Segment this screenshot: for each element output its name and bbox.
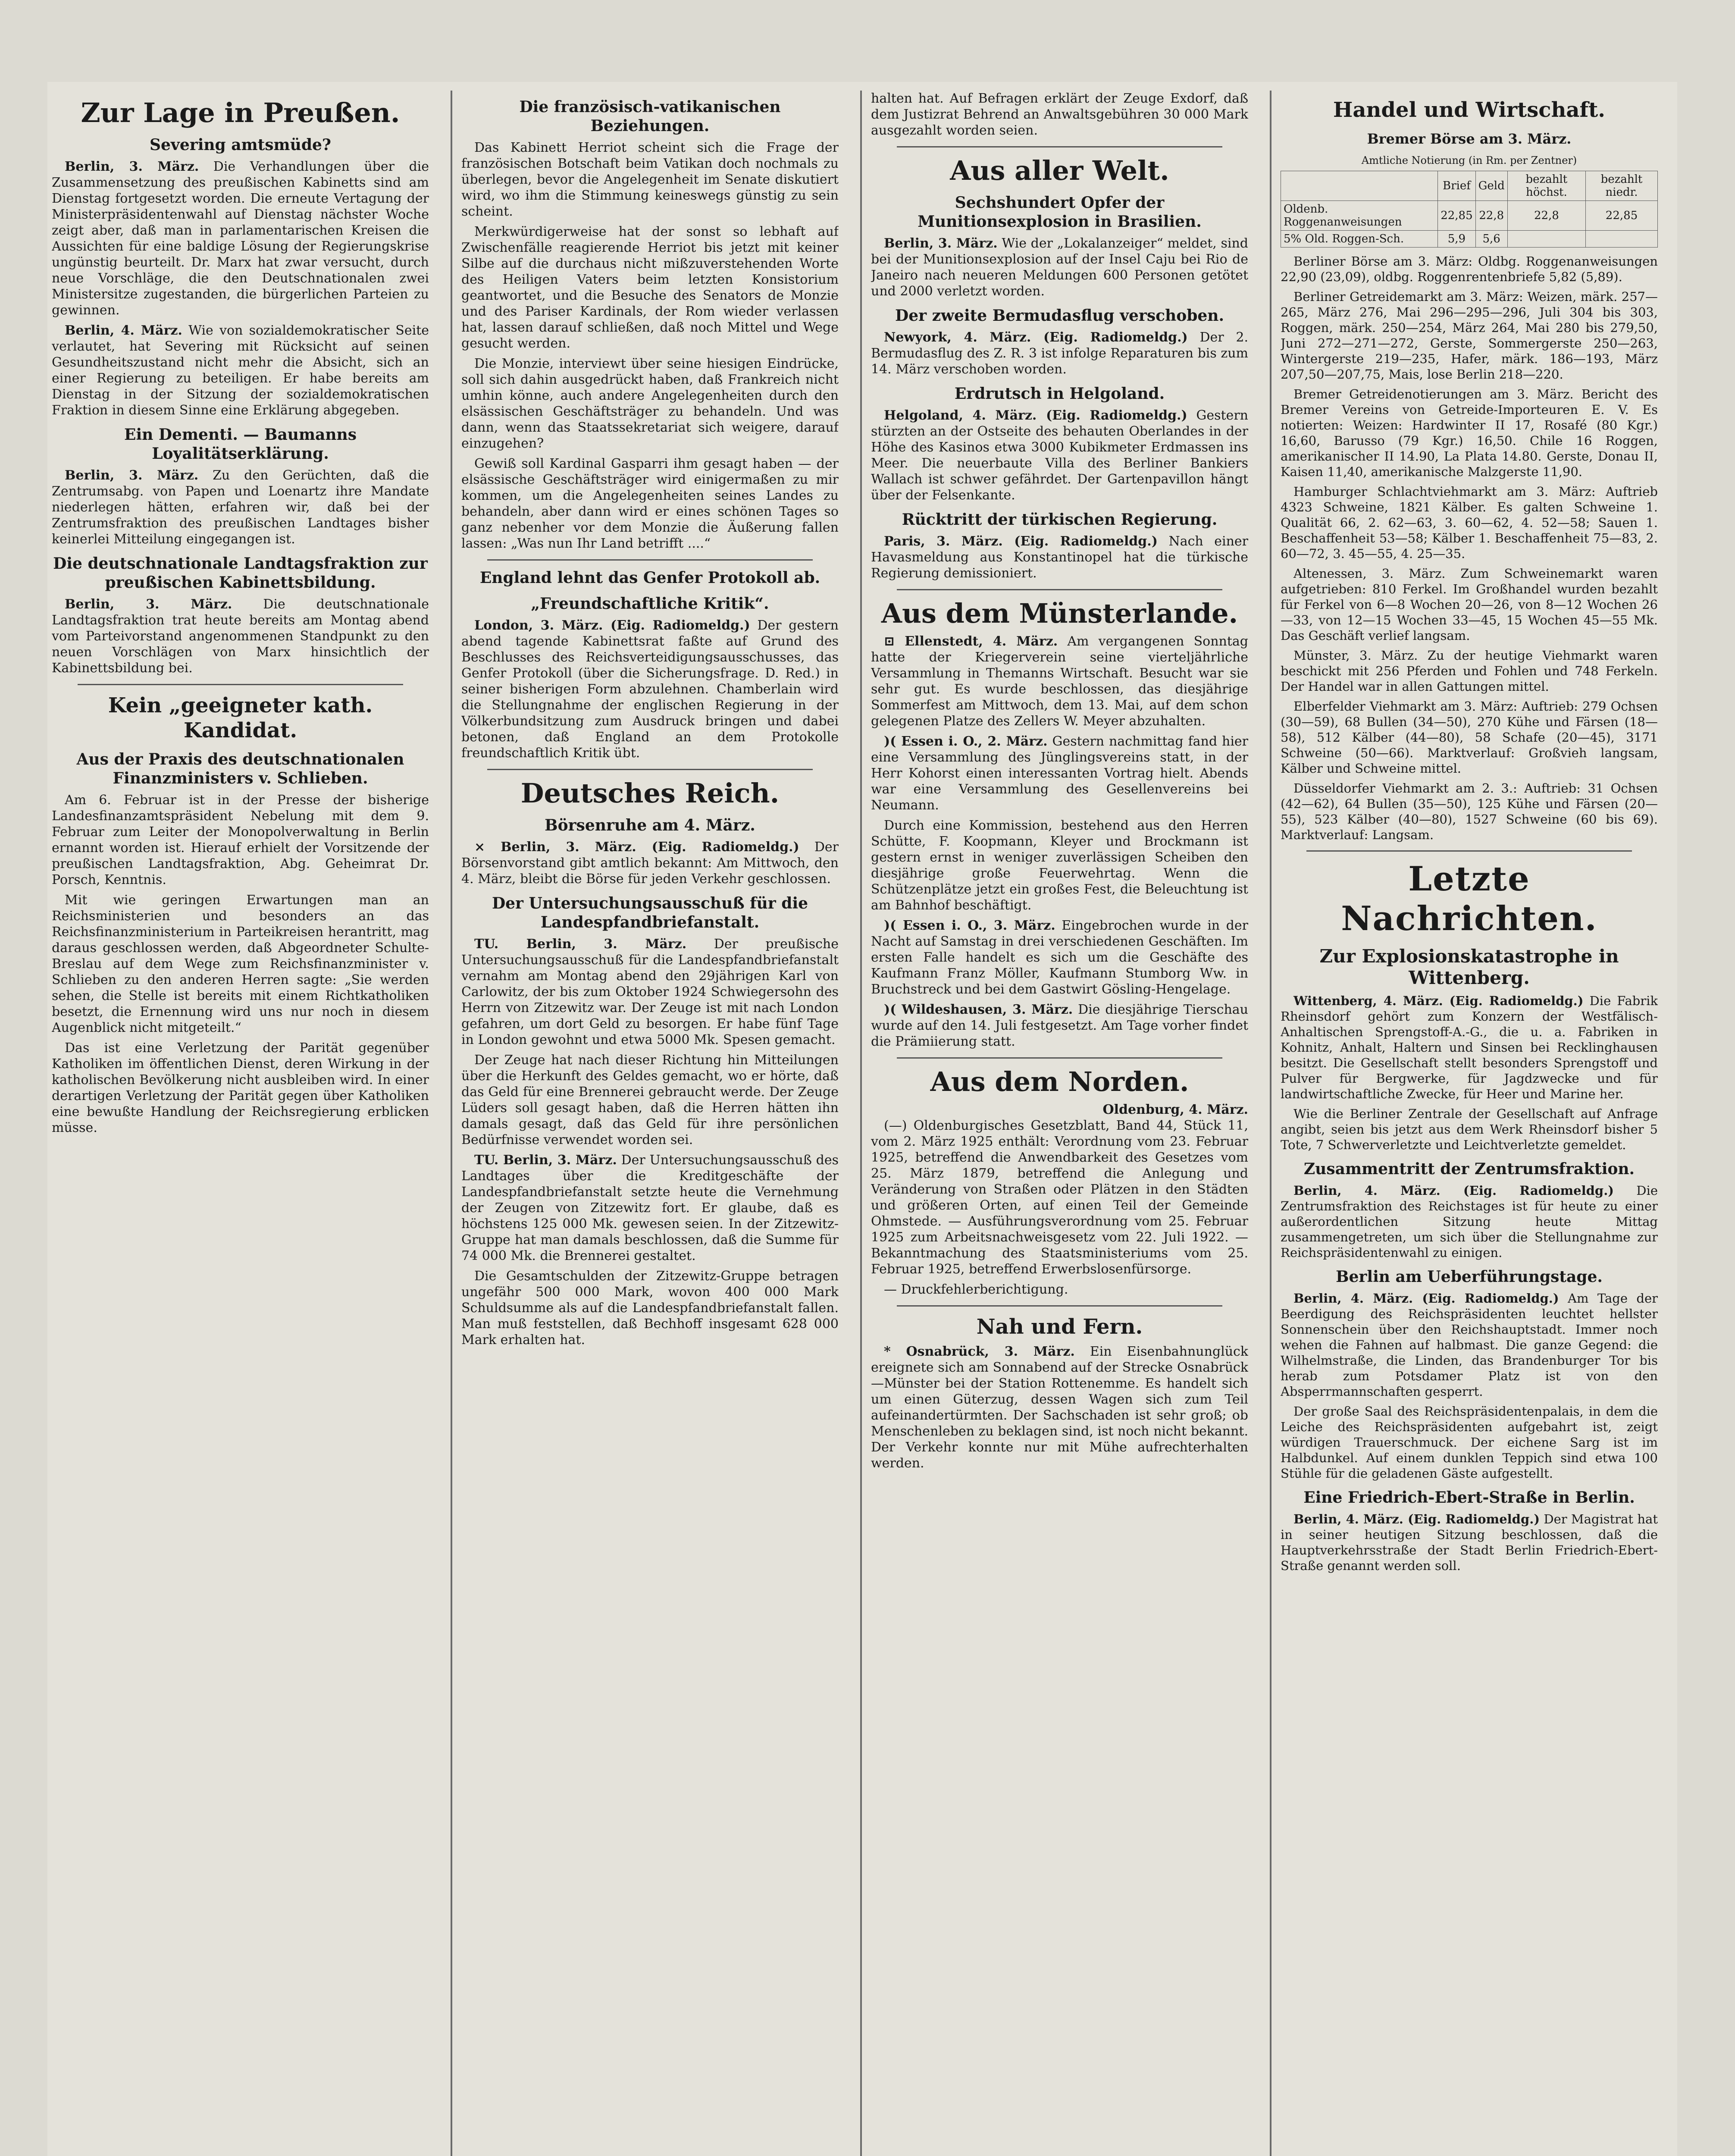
article-paragraph: Helgoland, 4. März. (Eig. Radiomeldg.) Gestern stürzten an der Ostseite des behauten Oberlandes in der Höhe des Kasinos etwa 3000 Kubikmeter Erdmassen ins Meer. Die neuerbaute Villa des Berliner Bankiers Wallach ist schwer gefährdet. Der Gartenpavillon hängt über der Felsenkante. bbox=[871, 408, 1248, 503]
article-paragraph: Wie die Berliner Zentrale der Gesellschaft auf Anfrage angibt, seien bis jetzt aus dem Werk Rheinsdorf bisher 5 Tote, 7 Schwerverletzte und Leichtverletzte gemeldet. bbox=[1281, 1106, 1658, 1152]
table-header-cell: Brief bbox=[1438, 171, 1475, 201]
headline-england: England lehnt das Genfer Protokoll ab. bbox=[479, 569, 821, 587]
table-cell: 5,6 bbox=[1475, 231, 1507, 248]
subhead-helgoland: Erdrutsch in Helgoland. bbox=[954, 385, 1165, 403]
table-row bbox=[1281, 201, 1658, 231]
market-report: Bremer Getreidenotierungen am 3. März. Bericht des Bremer Vereins von Getreide-Importeuren E. V. Es notierten: Weizen: Hardwinter II 17, Rosafé (80 Kgr.) 16,60, Barusso (79 Kgr.) 16,50. Chile 16 Roggen, amerikanischer II 14.90, La Plata 14.80. Gerste, Donau II, Kaisen 11,40, amerikanische Malzgerste 11,90. bbox=[1281, 387, 1658, 479]
subhead-tuerkei: Rücktritt der türkischen Regierung. bbox=[902, 511, 1218, 529]
article-paragraph: halten hat. Auf Befragen erklärt der Zeuge Exdorf, daß dem Justizrat Behrend an Anwaltsgebühren 30 000 Mark ausgezahlt worden seien. bbox=[871, 91, 1248, 138]
article-paragraph: Newyork, 4. März. (Eig. Radiomeldg.) Der 2. Bermudasflug des Z. R. 3 ist infolge Reparaturen bis zum 14. März verschoben worden. bbox=[871, 330, 1248, 377]
article-paragraph: Berlin, 4. März. (Eig. Radiomeldg.) Am Tage der Beerdigung des Reichspräsidenten leuchtet hellster Sonnenschein über den Reichshauptstadt. Immer noch wehen die Fahnen auf halbmast. Die ganze Gegend: die Wilhelmstraße, die Linden, das Brandenburger Tor bis herab zum Potsdamer Platz ist von den Absperrmannschaften gesperrt. bbox=[1281, 1291, 1658, 1399]
article-paragraph: Berlin, 3. März. Die Verhandlungen über die Zusammensetzung des preußischen Kabinetts sind am Dienstag fortgesetzt worden. Die erneute Vertagung der Ministerpräsidentenwahl auf Dienstag nächster Woche zeigt aber, daß man in parlamentarischen Kreisen die Aussichten für eine baldige Lösung der Regierungskrise ungünstig beurteilt. Dr. Marx hat zwar versucht, durch neue Vorschläge, die den Deutschnationalen zwei Ministersitze zugestanden, die bürgerlichen Parteien zu gewinnen. bbox=[52, 159, 429, 318]
subhead-ausschuss: Der Untersuchungsausschuß für die Landespfandbriefanstalt. bbox=[492, 894, 808, 931]
table-cell: 5,9 bbox=[1438, 231, 1475, 248]
dateline-oldenburg: Oldenburg, 4. März. bbox=[1102, 1102, 1248, 1117]
divider bbox=[897, 1057, 1222, 1059]
column-rule bbox=[1270, 91, 1271, 2156]
headline-vatikan: Die französisch-vatikanischen Beziehungen. bbox=[519, 98, 781, 135]
market-report: Münster, 3. März. Zu der heutige Viehmarkt waren beschickt mit 256 Pferden und Fohlen und 748 Ferkeln. Der Handel war in allen Gattungen mittel. bbox=[1281, 648, 1658, 694]
article-paragraph: Berlin, 4. März. Wie von sozialdemokratischer Seite verlautet, hat Severing mit Rücksicht auf seinen Gesundheitszustand nicht mehr die Absicht, sich an einer Regierung zu beteiligen. Er habe bereits am Dienstag in der Sitzung der sozialdemokratischen Fraktion in diesem Sinne eine Erklärung abgegeben. bbox=[52, 323, 429, 418]
market-table bbox=[1281, 171, 1658, 248]
article-paragraph: TU. Berlin, 3. März. Der preußische Untersuchungsausschuß für die Landespfandbriefanstalt vernahm am Montag abend den 29jährigen Karl von Carlowitz, der bis zum Oktober 1924 Schwiegersohn des Herrn von Zitzewitz war. Der Zeuge ist mit nach London gefahren, um dort Geld zu besorgen. Er habe fünf Tage in London gewohnt und etwa 5000 Mk. Spesen gemacht. bbox=[461, 937, 839, 1047]
headline-aus-aller-welt: Aus aller Welt. bbox=[950, 155, 1169, 186]
market-report: Elberfelder Viehmarkt am 3. März: Auftrieb: 279 Ochsen (30—59), 68 Bullen (34—50), 270 Kühe und Färsen (18—58), 512 Kälber (44—80), 58 Schafe (20—45), 3171 Schweine (50—66). Marktverlauf: Großvieh langsam, Kälber und Schweine mittel. bbox=[1281, 699, 1658, 776]
subhead-severing: Severing amtsmüde? bbox=[150, 136, 331, 154]
market-report: Altenessen, 3. März. Zum Schweinemarkt waren aufgetrieben: 810 Ferkel. Im Großhandel wurden bezahlt für Ferkel von 6—8 Wochen 20—26, von 8—12 Wochen 26—33, von 12—15 Wochen 33—45, 15 Wochen 45—55 Mk. Das Geschäft verlief langsam. bbox=[1281, 566, 1658, 643]
headline-lage-preussen: Zur Lage in Preußen. bbox=[81, 97, 400, 128]
article-paragraph: ⊡ Ellenstedt, 4. März. Am vergangenen Sonntag hatte der Kriegerverein seine vierteljährliche Versammlung in Themanns Wirtschaft. Besucht war sie sehr gut. Es wurde beschlossen, das diesjährige Sommerfest am Mittwoch, dem 13. Mai, auf dem schon gelegenen Platze des Zellers W. Meyer abzuhalten. bbox=[871, 634, 1248, 729]
divider bbox=[897, 1305, 1222, 1307]
article-paragraph: Das Kabinett Herriot scheint sich die Frage der französischen Botschaft beim Vatikan doch nochmals zu überlegen, bevor die Angelegenheit im Senate diskutiert wird, wo ihm die Stimmung keineswegs günstig zu sein scheint. bbox=[461, 140, 839, 219]
article-paragraph: (—) Oldenburgisches Gesetzblatt, Band 44, Stück 11, vom 2. März 1925 enthält: Verordnung vom 23. Februar 1925, betreffend die Anwendbarkeit des Gesetzes vom 25. März 1879, betreffend die Anlegung und Veränderung von Straßen oder Plätzen in den Städten und größeren Orten, auf einen Teil der Gemeinde Ohmstede. — Ausführungsverordnung vom 25. Februar 1925 zum Arbeitsnachweisgesetz vom 22. Juli 1922. — Bekanntmachung des Staatsministeriums vom 25. Februar 1925, betreffend Erwerbslosenfürsorge. bbox=[871, 1118, 1248, 1277]
article-paragraph: Berlin, 4. März. (Eig. Radiomeldg.) Die Zentrumsfraktion des Reichstages ist für heute zu einer außerordentlichen Sitzung heute Mittag zusammengetreten, um sich über die Stellungnahme zur Reichspräsidentenwahl zu einigen. bbox=[1281, 1183, 1658, 1260]
subhead-zentrum: Zusammentritt der Zentrumsfraktion. bbox=[1303, 1160, 1635, 1178]
column-4 bbox=[1281, 91, 1658, 2156]
divider bbox=[487, 559, 813, 561]
divider bbox=[78, 684, 403, 685]
market-report: Düsseldorfer Viehmarkt am 2. 3.: Auftrieb: 31 Ochsen (42—62), 64 Bullen (35—50), 125 Kühe und Färsen (20—55), 523 Kälber (40—80), 1527 Schweine (60 bis 69). Marktverlauf: Langsam. bbox=[1281, 781, 1658, 842]
subhead-boerse: Börsenruhe am 4. März. bbox=[545, 816, 755, 834]
article-paragraph: Merkwürdigerweise hat der sonst so lebhaft auf Zwischenfälle reagierende Herriot bis jetzt mit keiner Silbe auf die durchaus nicht mißzuverstehenden Worte des Heiligen Vaters beim letzten Konsistorium geantwortet, und die Besuche des Senators de Monzie und des Pariser Kardinals, der Rom wieder verlassen hat, lassen darauf schließen, daß noch Mittel und Wege gesucht werden. bbox=[461, 224, 839, 351]
article-paragraph: Berlin, 3. März. Wie der „Lokalanzeiger“ meldet, sind bei der Munitionsexplosion auf der Insel Caju bei Rio de Janeiro nach neueren Meldungen 600 Personen getötet und 2000 verletzt worden. bbox=[871, 236, 1248, 299]
table-cell: 22,85 bbox=[1438, 201, 1475, 231]
article-paragraph: )( Wildeshausen, 3. März. Die diesjährige Tierschau wurde auf den 14. Juli festgesetzt. Am Tage vorher findet die Prämiierung statt. bbox=[871, 1002, 1248, 1049]
table-header-cell: bezahlt höchst. bbox=[1507, 171, 1585, 201]
article-paragraph: Durch eine Kommission, bestehend aus den Herren Schütte, F. Koopmann, Kleyer und Brockmann ist gestern ernst in weniger zuverlässigen Scheiben den diesjährige große Feuerwehrtag. Wenn die Schützenplätze jetzt ein großes Fest, die Beleuchtung ist am Bahnhof beschäftigt. bbox=[871, 818, 1248, 913]
newspaper-page bbox=[47, 82, 1677, 2156]
article-paragraph: )( Essen i. O., 3. März. Eingebrochen wurde in der Nacht auf Samstag in drei verschiedenen Geschäften. Im ersten Falle handelt es sich um die Geschäfte des Kaufmann Franz Möller, Kaufmann Stumborg Ww. in Bruchstreck und bei dem Gastwirt Gösling-Hengelage. bbox=[871, 918, 1248, 997]
divider bbox=[487, 769, 813, 770]
article-paragraph: Der große Saal des Reichspräsidentenpalais, in dem die Leiche des Reichspräsidenten aufgebahrt ist, zeigt würdigen Trauerschmuck. Der eichene Sarg ist im Halbdunkel. Auf einem dunklen Teppich sind etwa 100 Stühle für die geladenen Gäste aufgestellt. bbox=[1281, 1404, 1658, 1481]
divider bbox=[1306, 850, 1632, 852]
subhead-bremer-boerse: Bremer Börse am 3. März. bbox=[1367, 131, 1572, 147]
article-paragraph: Die Gesamtschulden der Zitzewitz-Gruppe betragen ungefähr 500 000 Mark, wovon 400 000 Mark Schuldsumme als auf die Landespfandbriefanstalt fallen. Man muß feststellen, daß Bechhoff insgesamt 628 000 Mark erhalten hat. bbox=[461, 1269, 839, 1348]
table-cell: 22,8 bbox=[1475, 201, 1507, 231]
table-row bbox=[1281, 231, 1658, 248]
subhead-explosion: Zur Explosionskatastrophe in Wittenberg. bbox=[1319, 946, 1619, 988]
table-cell bbox=[1586, 231, 1658, 248]
headline-deutsches-reich: Deutsches Reich. bbox=[520, 777, 780, 809]
column-rule bbox=[860, 91, 862, 2156]
subhead-munition: Sechshundert Opfer der Munitionsexplosion in Brasilien. bbox=[918, 194, 1202, 231]
headline-muensterlande: Aus dem Münsterlande. bbox=[881, 598, 1238, 629]
divider bbox=[897, 589, 1222, 590]
article-paragraph: Paris, 3. März. (Eig. Radiomeldg.) Nach einer Havasmeldung aus Konstantinopel hat die türkische Regierung demissioniert. bbox=[871, 534, 1248, 581]
article-paragraph: London, 3. März. (Eig. Radiomeldg.) Der gestern abend tagende Kabinettsrat faßte auf Grund des Beschlusses des Reichsverteidigungsausschusses, das Genfer Protokoll (über die Sicherungsfrage. D. Red.) in seiner bisherigen Form abzulehnen. Chamberlain wird die Stellungnahme der englischen Regierung in der Völkerbundsitzung zum Ausdruck bringen und dabei betonen, daß England an dem Protokolle freundschaftlich Kritik übt. bbox=[461, 618, 839, 761]
headline-kandidat: Kein „geeigneter kath. Kandidat. bbox=[108, 693, 373, 743]
table-cell: 22,8 bbox=[1507, 201, 1585, 231]
article-paragraph: × Berlin, 3. März. (Eig. Radiomeldg.) Der Börsenvorstand gibt amtlich bekannt: Am Mittwoch, den 4. März, bleibt die Börse für jeden Verkehr geschlossen. bbox=[461, 840, 839, 887]
headline-aus-dem-norden: Aus dem Norden. bbox=[930, 1066, 1189, 1097]
column-1 bbox=[52, 91, 429, 2156]
divider bbox=[897, 146, 1222, 147]
article-paragraph: — Druckfehlerberichtigung. bbox=[884, 1282, 1068, 1297]
headline-handel-wirtschaft: Handel und Wirtschaft. bbox=[1333, 98, 1605, 122]
market-report: Berliner Getreidemarkt am 3. März: Weizen, märk. 257—265, März 276, Mai 296—295—296, Juli 304 bis 303, Roggen, märk. 250—254, März 264, Mai 280 bis 279,50, Juni 272—271—272, Gerste, Sommergerste 250—263, Wintergerste 219—235, Hafer, märk. 186—193, März 207,50—207,75, Mais, lose Berlin 218—220. bbox=[1281, 289, 1658, 382]
subhead-ueberfuehrung: Berlin am Ueberführungstage. bbox=[1336, 1268, 1603, 1286]
headline-letzte-nachrichten: Letzte Nachrichten. bbox=[1341, 859, 1597, 938]
column-3 bbox=[871, 91, 1248, 2156]
table-cell: 22,85 bbox=[1586, 201, 1658, 231]
article-paragraph: Die Monzie, interviewt über seine hiesigen Eindrücke, soll sich dahin ausgedrückt haben, daß Frankreich nicht umhin könne, auch andere Angelegenheiten durch den elsässischen Geschäftsträger zu behandeln. Und was dann, wenn das Staatssekretariat sich weigere, darauf einzugehen? bbox=[461, 356, 839, 451]
headline-nah-und-fern: Nah und Fern. bbox=[976, 1315, 1143, 1339]
table-cell: Oldenb. Roggenanweisungen bbox=[1281, 201, 1438, 231]
subhead-kandidat: Aus der Praxis des deutschnationalen Finanzministers v. Schlieben. bbox=[76, 750, 404, 787]
table-cell bbox=[1507, 231, 1585, 248]
article-paragraph: Der Zeuge hat nach dieser Richtung hin Mitteilungen über die Herkunft des Geldes gemacht, wo er hörte, daß das Geld für eine Brennerei gebraucht werde. Der Zeuge Lüders soll gesagt haben, daß die Herren hätten ihn damals gesagt, daß das Geld für ihre persönlichen Bedürfnisse verwendet worden sei. bbox=[461, 1053, 839, 1147]
column-2 bbox=[461, 91, 839, 2156]
subhead-dnvp-fraktion: Die deutschnationale Landtagsfraktion zur preußischen Kabinettsbildung. bbox=[53, 555, 428, 592]
article-paragraph: Berlin, 4. März. (Eig. Radiomeldg.) Der Magistrat hat in seiner heutigen Sitzung beschlossen, daß die Hauptverkehrsstraße der Stadt Berlin Friedrich-Ebert-Straße genannt werden soll. bbox=[1281, 1512, 1658, 1573]
subhead-bermuda: Der zweite Bermudasflug verschoben. bbox=[895, 307, 1225, 325]
article-paragraph: Gewiß soll Kardinal Gasparri ihm gesagt haben — der elsässische Geschäftsträger wird einigermaßen zu mir kommen, um die Angelegenheiten seines Landes zu behandeln, aber dann wird er eines schönen Tages so ganz nebenher vor dem Monzie die Äußerung fallen lassen: „Was nun Ihr Land betrifft ....“ bbox=[461, 456, 839, 551]
article-paragraph: Wittenberg, 4. März. (Eig. Radiomeldg.) Die Fabrik Rheinsdorf gehört zum Konzern der Westfälisch-Anhaltischen Sprengstoff-A.-G., die u. a. Fabriken in Kohnitz, Anhalt, Haltern und Sinsen bei Recklinghausen besitzt. Die Gesellschaft stellt besonders Sprengstoff und Pulver für Bergwerke, für Jagdzwecke und für landwirtschaftliche Zwecke, für Heer und Marine her. bbox=[1281, 993, 1658, 1101]
article-paragraph: Das ist eine Verletzung der Parität gegenüber Katholiken im öffentlichen Dienst, deren Wirkung in der katholischen Bevölkerung nicht ausbleiben wird. In einer derartigen Verletzung der Parität gegen über Katholiken eine bewußte Handlung der Reichsregierung erblicken müsse. bbox=[52, 1040, 429, 1135]
article-paragraph: * Osnabrück, 3. März. Ein Eisenbahnunglück ereignete sich am Sonnabend auf der Strecke Osnabrück—Münster bei der Station Rottenemme. Es handelt sich um einen Güterzug, dessen Wagen sich zum Teil aufeinandertürmten. Der Sachschaden ist sehr groß; ob Menschenleben zu beklagen sind, ist noch nicht bekannt. Der Verkehr konnte nur mit Mühe aufrechterhalten werden. bbox=[871, 1344, 1248, 1471]
subhead-england: „Freundschaftliche Kritik“. bbox=[531, 595, 769, 613]
article-paragraph: Mit wie geringen Erwartungen man an Reichsministerien und besonders an das Reichsfinanzministerium in Parteikreisen herantritt, mag daraus geschlossen werden, daß Abgeordneter Schulte-Breslau auf dem Wege zum Reichsfinanzminister v. Schlieben zu den anderen Herren sagte: „Sie werden sehen, die Stelle ist bereits mit einem Richtkatholiken besetzt, die Ernennung wird uns nur noch in diesem Augenblick nicht mitgeteilt.“ bbox=[52, 893, 429, 1035]
table-header-row bbox=[1281, 171, 1658, 201]
table-header-cell: bezahlt niedr. bbox=[1586, 171, 1658, 201]
market-report: Berliner Börse am 3. März: Oldbg. Roggenanweisungen 22,90 (23,09), oldbg. Roggenrentenbriefe 5,82 (5,89). bbox=[1281, 254, 1658, 284]
article-paragraph: Am 6. Februar ist in der Presse der bisherige Landesfinanzamtspräsident Nebelung mit dem 9. Februar zum Leiter der Monopolverwaltung in Berlin ernannt worden ist. Hierauf erhielt der Vorsitzende der preußischen Landtagsfraktion, Abg. Geheimrat Dr. Porsch, Kenntnis. bbox=[52, 793, 429, 887]
subhead-dementi: Ein Dementi. — Baumanns Loyalitätserklärung. bbox=[124, 426, 357, 463]
article-paragraph: )( Essen i. O., 2. März. Gestern nachmittag fand hier eine Versammlung des Jünglingsvereins statt, in der Herr Kohorst einen interessanten Vortrag hielt. Abends war eine Versammlung des Gesellenvereins bei Neumann. bbox=[871, 734, 1248, 813]
table-header-cell: Geld bbox=[1475, 171, 1507, 201]
note-notierung: Amtliche Notierung (in Rm. per Zentner) bbox=[1361, 154, 1577, 166]
market-report: Hamburger Schlachtviehmarkt am 3. März: Auftrieb 4323 Schweine, 1821 Kälber. Es galten Schweine 1. Qualität 66, 2. 62—63, 3. 60—62, 4. 52—58; Sauen 1. Beschaffenheit 53—58; Kälber 1. Beschaffenheit 75—83, 2. 60—72, 3. 45—55, 4. 25—35. bbox=[1281, 484, 1658, 561]
article-paragraph: TU. Berlin, 3. März. Der Untersuchungsausschuß des Landtages über die Kreditgeschäfte der Landespfandbriefanstalt setzte heute die Vernehmung der Zeugen von Zitzewitz fort. Er glaube, daß es höchstens 125 000 Mk. gewesen seien. In der Zitzewitz-Gruppe hat man damals beschlossen, daß die Summe für 74 000 Mk. die Brennerei gestaltet. bbox=[461, 1153, 839, 1263]
column-rule bbox=[451, 91, 452, 2156]
article-paragraph: Berlin, 3. März. Die deutschnationale Landtagsfraktion trat heute bereits am Montag abend vom Parteivorstand angenommenen Standpunkt zu den neuen Vorschlägen von Marx hinsichtlich der Kabinettsbildung bei. bbox=[52, 597, 429, 676]
article-paragraph: Berlin, 3. März. Zu den Gerüchten, daß die Zentrumsabg. von Papen und Loenartz ihre Mandate niederlegen hätten, erfahren wir, daß bei der Zentrumsfraktion des preußischen Landtages bisher keinerlei Mitteilung eingegangen ist. bbox=[52, 468, 429, 547]
table-cell: 5% Old. Roggen-Sch. bbox=[1281, 231, 1438, 248]
subhead-ebert-strasse: Eine Friedrich-Ebert-Straße in Berlin. bbox=[1303, 1489, 1635, 1507]
